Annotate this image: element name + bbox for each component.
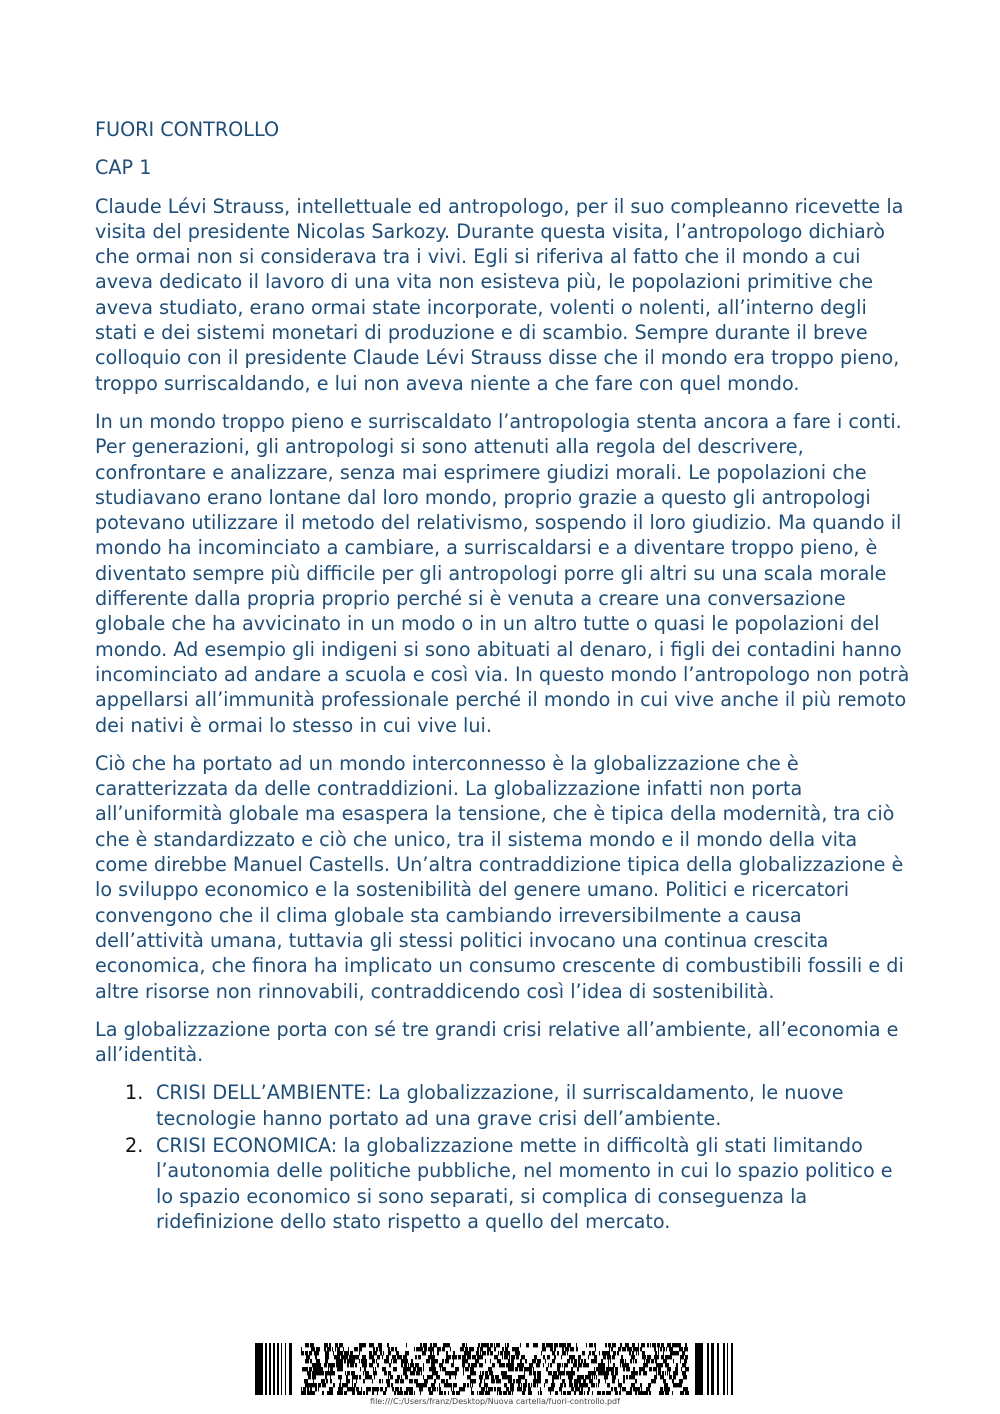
chapter-heading: CAP 1 xyxy=(95,156,152,180)
list-item-number: 1. xyxy=(125,1081,144,1105)
pdf417-barcode-icon xyxy=(255,1343,735,1395)
footer-barcode xyxy=(255,1343,735,1407)
paragraph-3: Ciò che ha portato ad un mondo interconnesso è la globalizzazione che è caratterizzata da delle contraddizioni. La globalizzazione infatti non porta all’uniformità globale ma esaspera la tensione, che è tipica della modernità, tra ciò che è standardizzato e ciò che unico, tra il sistema mondo e il mondo della vita come direbbe Manuel Castells. Un’altra contraddizione tipica della globalizzazione è lo sviluppo economico e la sostenibilità del genere umano. Politici e ricercatori convengono che il clima globale sta cambiando irreversibilmente a causa dell’attività umana, tuttavia gli stessi politici invocano una continua crescita economica, che finora ha implicato un consumo crescente di combustibili fossili e di altre risorse non rinnovabili, contraddicendo così l’idea di sostenibilità. xyxy=(95,751,904,1003)
list-item xyxy=(95,1080,910,1131)
paragraph-1: Claude Lévi Strauss, intellettuale ed antropologo, per il suo compleanno ricevette la visita del presidente Nicolas Sarkozy. Durante questa visita, l’antropologo dichiarò che ormai non si considerava tra i vivi. Egli si riferiva al fatto che il mondo a cui aveva dedicato il lavoro di una vita non esisteva più, le popolazioni primitive che aveva studiato, erano ormai state incorporate, volenti o nolenti, all’interno degli stati e dei sistemi monetari di produzione e di scambio. Sempre durante il breve colloquio con il presidente Claude Lévi Strauss disse che il mondo era troppo pieno, troppo surriscaldando, e lui non aveva niente a che fare con quel mondo. xyxy=(95,194,904,395)
list-item xyxy=(95,1133,910,1234)
document-body xyxy=(95,117,910,1236)
document-title: FUORI CONTROLLO xyxy=(95,118,280,141)
list-item-text: CRISI ECONOMICA: la globalizzazione mette in difficoltà gli stati limitando l’autonomia delle politiche pubbliche, nel momento in cui lo spazio politico e lo spazio economico si sono separati, si complica di conseguenza la ridefinizione dello stato rispetto a quello del mercato. xyxy=(156,1133,893,1233)
paragraph-4: La globalizzazione porta con sé tre grandi crisi relative all’ambiente, all’economia e all’identità. xyxy=(95,1017,899,1067)
crisis-list xyxy=(95,1080,910,1234)
file-path-caption: file:///C:/Users/franz/Desktop/Nuova cartella/fuori-controllo.pdf xyxy=(255,1397,735,1407)
list-item-text: CRISI DELL’AMBIENTE: La globalizzazione, il surriscaldamento, le nuove tecnologie hanno portato ad una grave crisi dell’ambiente. xyxy=(156,1081,844,1130)
list-item-number: 2. xyxy=(125,1133,144,1157)
paragraph-2: In un mondo troppo pieno e surriscaldato l’antropologia stenta ancora a fare i conti. Per generazioni, gli antropologi si sono attenuti alla regola del descrivere, confrontare e analizzare, senza mai esprimere giudizi morali. Le popolazioni che studiavano erano lontane dal loro mondo, proprio grazie a questo gli antropologi potevano utilizzare il metodo del relativismo, sospendo il loro giudizio. Ma quando il mondo ha incominciato a cambiare, a surriscaldarsi e a diventare troppo pieno, è diventato sempre più difficile per gli antropologi porre gli altri su una scala morale differente dalla propria proprio perché si è venuta a creare una conversazione globale che ha avvicinato in un modo o in un altro tutte o quasi le popolazioni del mondo. Ad esempio gli indigeni si sono abituati al denaro, i figli dei contadini hanno incominciato ad andare a scuola e così via. In questo mondo l’antropologo non potrà appellarsi all’immunità professionale perché il mondo in cui vive anche il più remoto dei nativi è ormai lo stesso in cui vive lui. xyxy=(95,409,910,737)
